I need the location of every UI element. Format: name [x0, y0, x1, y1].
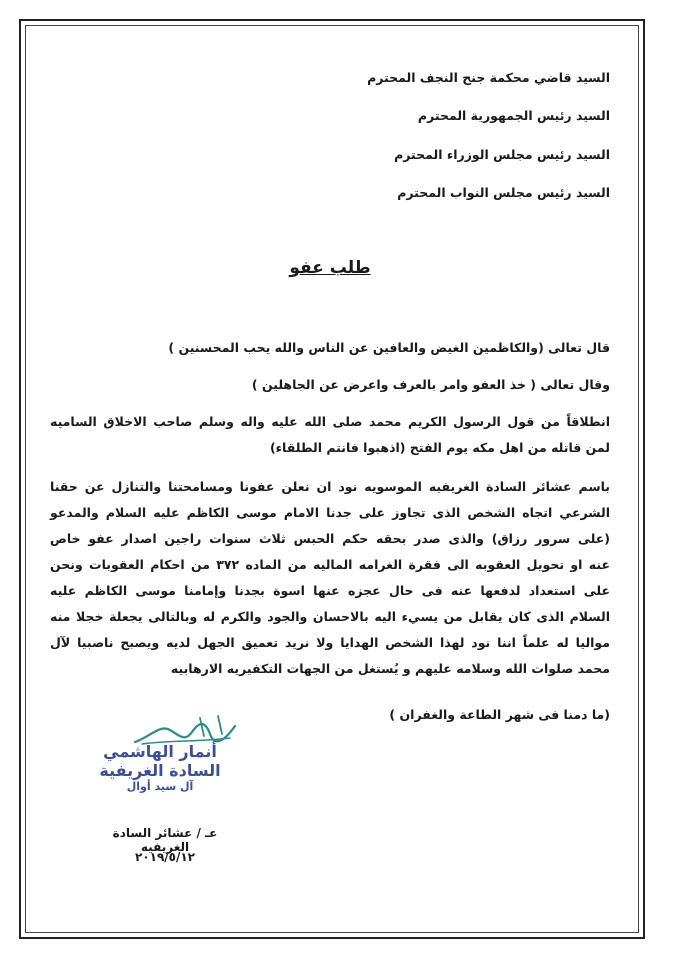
addressee-line-3: السيد رئيس مجلس الوزراء المحترم	[394, 147, 610, 162]
body-line-1: باسم عشائر السادة الغريفيه الموسويه نود ان نعلن عفونا ومسامحتنا والتنازل عن حقنا	[50, 479, 610, 494]
addressee-line-1: السيد قاضي محكمة جنح النجف المحترم	[367, 70, 610, 85]
addressee-line-2: السيد رئيس الجمهورية المحترم	[417, 108, 610, 123]
body-line-2: الشرعي اتجاه الشخص الذى تجاوز على جدنا الامام موسى الكاظم عليه السلام والمدعو	[50, 505, 610, 520]
body-line-6: السلام الذى كان يقابل من يسيء اليه بالاحسان والجود والكرم له وبالتالى يجعلة خجلا منه	[50, 609, 610, 624]
stamp-family: آل سيد أوال	[126, 780, 194, 793]
sender-stamp	[95, 742, 225, 793]
hadith-line-2: لمن قاتله من اهل مكه يوم الفتح (اذهبوا فانتم الطلقاء)	[269, 440, 610, 455]
quote-1: قال تعالى (والكاظمين الغيض والعافين عن الناس والله يحب المحسنين )	[168, 340, 610, 355]
closing-phrase: (ما دمنا فى شهر الطاعة والغفران )	[389, 707, 610, 722]
body-line-5: على استعداد لدفعها عنه فى حال عجزه عنها اسوة بجدنا وإمامنا موسى الكاظم عليه	[50, 583, 610, 598]
hadith-line-1: انطلاقاً من قول الرسول الكريم محمد صلى الله عليه واله وسلم صاحب الاخلاق الساميه	[50, 414, 610, 429]
stamp-org: السادة الغريفية	[99, 761, 221, 780]
body-line-3: (على سرور رزاق) والذى صدر بحقه حكم الحبس ثلاث سنوات راجين اصدار عفو خاص	[50, 531, 610, 546]
quote-2: وقال تعالى ( خذ العفو وامر بالعرف واعرض عن الجاهلين )	[251, 377, 610, 392]
addressee-line-4: السيد رئيس مجلس النواب المحترم	[397, 185, 610, 200]
letter-title: طلب عفو	[289, 258, 371, 278]
body-line-4: عنه او تحويل العقوبه الى فقرة الغرامه الماليه من الماده ٣٧٢ من احكام العقوبات ونحن	[50, 557, 610, 572]
body-line-7: مواليا له علماً اننا نود لهذا الشخص الهدايا ولا نريد تعميق الجهل لديه ويصبح ناصبيا لآل	[50, 635, 610, 650]
body-line-8: محمد صلوات الله وسلامه عليهم و يُستغل من الجهات التكفيريه الارهابيه	[170, 661, 610, 676]
letter-date: ٢٠١٩/٥/١٢	[134, 850, 196, 864]
stamp-name: أنمار الهاشمي	[103, 742, 217, 761]
on-behalf-line: عـ / عشائر السادة الغريفيه	[112, 826, 218, 854]
